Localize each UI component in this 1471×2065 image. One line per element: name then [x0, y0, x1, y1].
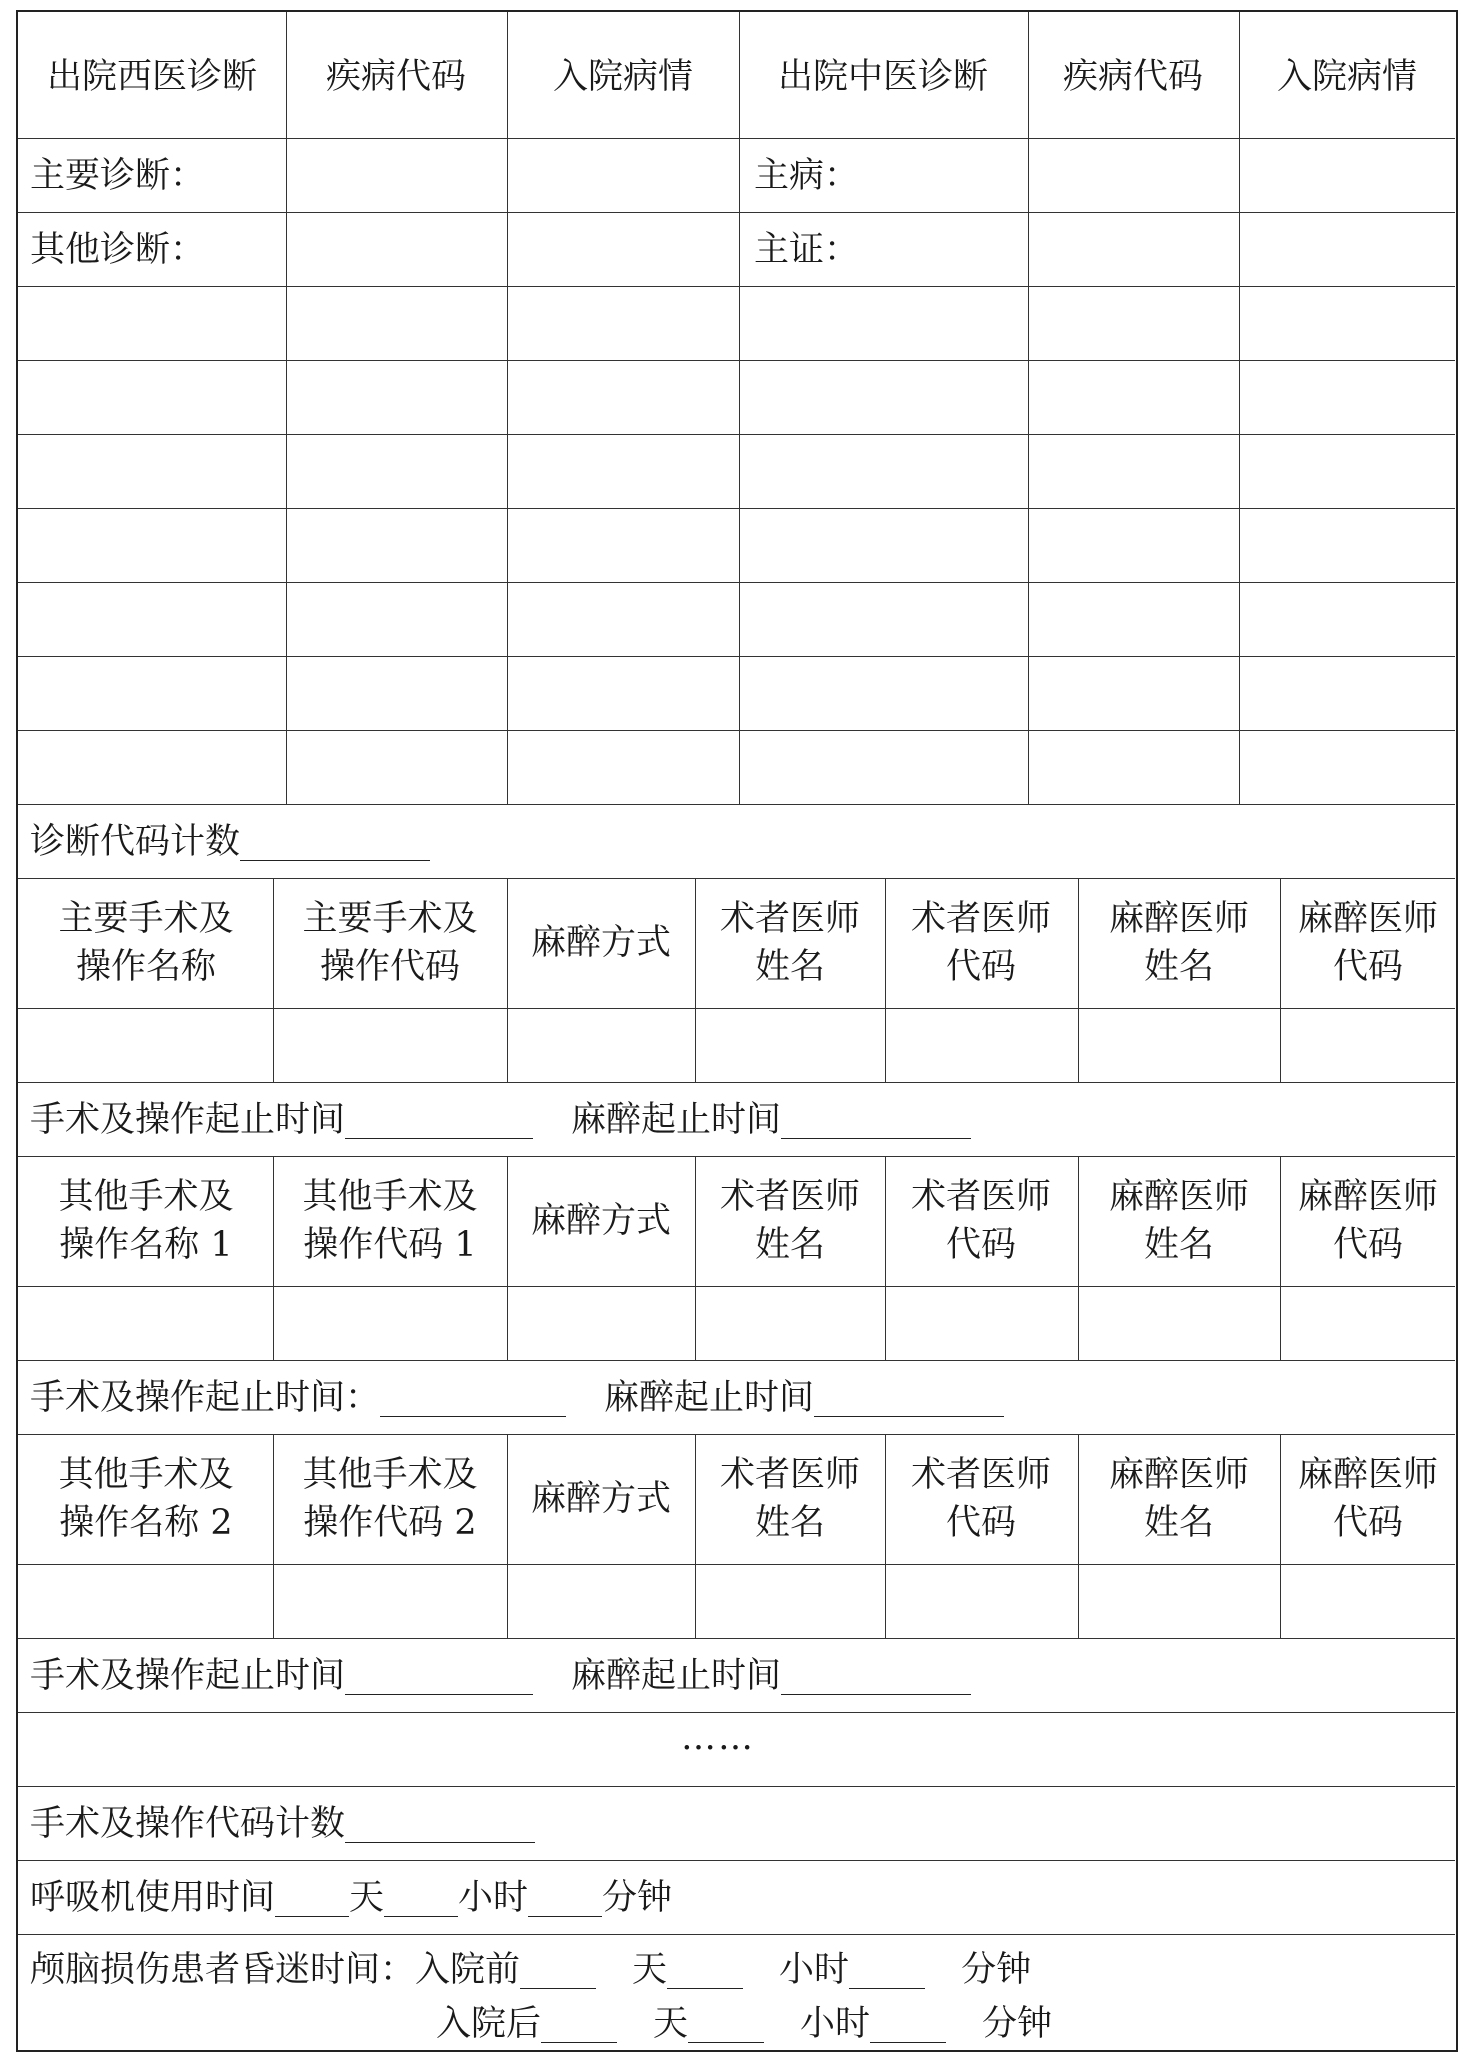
- coma-before-row: 颅脑损伤患者昏迷时间：入院前 天 小时 分钟: [30, 1950, 1032, 1990]
- col-divider: [1280, 1156, 1281, 1360]
- medical-record-form: [16, 10, 1458, 2052]
- op-time-field[interactable]: [345, 1656, 533, 1695]
- header-west-disease-code: 疾病代码: [325, 57, 467, 97]
- main-syndrome-label: 主证：: [754, 230, 860, 270]
- anesthetist-code-header: 麻醉医师 代码: [1297, 1455, 1439, 1543]
- anesthesia-time-field[interactable]: [781, 1100, 971, 1139]
- main-surgery-code-header: 主要手术及 操作代码: [302, 899, 478, 987]
- surgery-times-row: 手术及操作起止时间 麻醉起止时间: [30, 1096, 971, 1144]
- col-divider: [1078, 1434, 1079, 1638]
- surgery-times-row: 手术及操作起止时间： 麻醉起止时间: [30, 1374, 1004, 1422]
- main-disease-label: 主病：: [754, 156, 860, 196]
- anesthetist-name-header: 麻醉医师 姓名: [1108, 899, 1250, 987]
- row-divider: [18, 1434, 1455, 1435]
- col-divider: [739, 12, 740, 804]
- surgeon-name-header: 术者医师 姓名: [719, 1177, 861, 1265]
- col-divider: [695, 1434, 696, 1638]
- row-divider: [18, 1156, 1455, 1157]
- main-diagnosis-label: 主要诊断：: [30, 156, 206, 196]
- other-surgery-1-name-header: 其他手术及 操作名称 1: [58, 1177, 234, 1265]
- op-time-field[interactable]: [345, 1100, 533, 1139]
- row-divider: [18, 804, 1455, 805]
- anesthesia-time-field[interactable]: [781, 1656, 971, 1695]
- other-diagnosis-label: 其他诊断：: [30, 230, 206, 270]
- op-code-count: [30, 1800, 535, 1848]
- col-divider: [1078, 878, 1079, 1082]
- surgeon-code-header: 术者医师 代码: [910, 899, 1052, 987]
- col-divider: [507, 12, 508, 804]
- coma-after-days-field[interactable]: [541, 2004, 617, 2043]
- diagnosis-code-count-label: 诊断代码计数: [30, 822, 241, 862]
- other-surgery-2-code-header: 其他手术及 操作代码 2: [302, 1455, 478, 1543]
- header-west-admission-condition: 入院病情: [552, 57, 694, 97]
- coma-after-minutes-field[interactable]: [870, 2004, 946, 2043]
- col-divider: [273, 878, 274, 1082]
- row-divider: [18, 1008, 1455, 1009]
- col-divider: [1078, 1156, 1079, 1360]
- ventilator-minutes-field[interactable]: [528, 1878, 602, 1917]
- row-divider: [18, 1082, 1455, 1083]
- col-divider: [507, 1156, 508, 1360]
- col-divider: [286, 12, 287, 804]
- coma-after-hours-field[interactable]: [688, 2004, 764, 2043]
- op-code-count-field[interactable]: [345, 1804, 535, 1843]
- col-divider: [507, 1434, 508, 1638]
- col-divider: [1280, 878, 1281, 1082]
- header-tcm-disease-code: 疾病代码: [1062, 57, 1204, 97]
- op-time-field[interactable]: [380, 1378, 566, 1417]
- header-west-diagnosis: 出院西医诊断: [46, 57, 258, 97]
- col-divider: [695, 878, 696, 1082]
- header-tcm-admission-condition: 入院病情: [1276, 57, 1418, 97]
- continuation-ellipsis: ……: [681, 1718, 755, 1758]
- surgeon-code-header: 术者医师 代码: [910, 1455, 1052, 1543]
- col-divider: [273, 1156, 274, 1360]
- anesthesia-method-header: 麻醉方式: [530, 1479, 672, 1519]
- row-divider: [18, 1712, 1455, 1713]
- anesthesia-method-header: 麻醉方式: [530, 1201, 672, 1241]
- anesthesia-method-header: 麻醉方式: [530, 923, 672, 963]
- ventilator-hours-field[interactable]: [384, 1878, 458, 1917]
- row-divider: [18, 1360, 1455, 1361]
- other-surgery-1-code-header: 其他手术及 操作代码 1: [302, 1177, 478, 1265]
- header-tcm-diagnosis: 出院中医诊断: [777, 57, 989, 97]
- diagnosis-code-count: [30, 818, 430, 866]
- surgeon-name-header: 术者医师 姓名: [719, 899, 861, 987]
- col-divider: [885, 1434, 886, 1638]
- main-surgery-name-header: 主要手术及 操作名称: [58, 899, 234, 987]
- other-surgery-2-name-header: 其他手术及 操作名称 2: [58, 1455, 234, 1543]
- anesthetist-code-header: 麻醉医师 代码: [1297, 1177, 1439, 1265]
- anesthesia-time-field[interactable]: [814, 1378, 1004, 1417]
- row-divider: [18, 1286, 1455, 1287]
- col-divider: [1028, 12, 1029, 804]
- col-divider: [1239, 12, 1240, 804]
- ventilator-days-field[interactable]: [275, 1878, 349, 1917]
- row-divider: [18, 1638, 1455, 1639]
- surgery-times-row: 手术及操作起止时间 麻醉起止时间: [30, 1652, 971, 1700]
- row-divider: [18, 1934, 1455, 1935]
- row-divider: [18, 878, 1455, 879]
- col-divider: [273, 1434, 274, 1638]
- row-divider: [18, 1786, 1455, 1787]
- ventilator-time-row: 呼吸机使用时间 天 小时 分钟: [30, 1878, 673, 1918]
- col-divider: [1280, 1434, 1281, 1638]
- diagnosis-code-count-field[interactable]: [240, 822, 430, 861]
- coma-after-row: 入院后 天 小时 分钟: [436, 2004, 1053, 2044]
- row-divider: [18, 1860, 1455, 1861]
- anesthetist-code-header: 麻醉医师 代码: [1297, 899, 1439, 987]
- op-code-count-label: 手术及操作代码计数: [30, 1804, 346, 1844]
- coma-before-hours-field[interactable]: [667, 1950, 743, 1989]
- col-divider: [885, 1156, 886, 1360]
- anesthetist-name-header: 麻醉医师 姓名: [1108, 1177, 1250, 1265]
- coma-before-days-field[interactable]: [520, 1950, 596, 1989]
- row-divider: [18, 1564, 1455, 1565]
- coma-before-minutes-field[interactable]: [849, 1950, 925, 1989]
- surgeon-name-header: 术者医师 姓名: [719, 1455, 861, 1543]
- anesthetist-name-header: 麻醉医师 姓名: [1108, 1455, 1250, 1543]
- col-divider: [695, 1156, 696, 1360]
- col-divider: [507, 878, 508, 1082]
- col-divider: [885, 878, 886, 1082]
- surgeon-code-header: 术者医师 代码: [910, 1177, 1052, 1265]
